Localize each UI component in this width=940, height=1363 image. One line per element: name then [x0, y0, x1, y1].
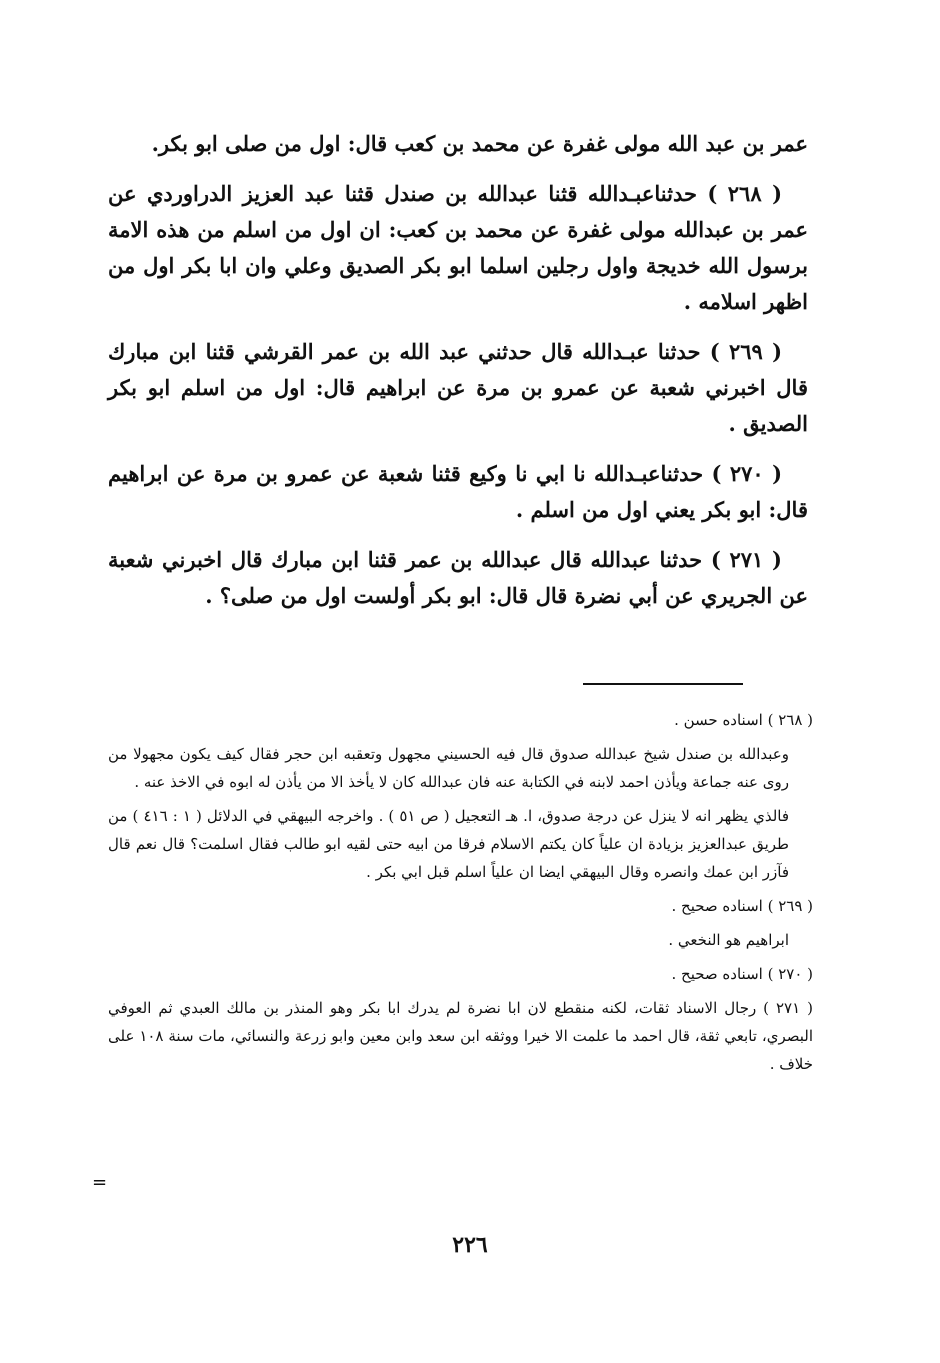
paragraph-268: ( ٢٦٨ ) حدثناعبـدالله قثنا عبدالله بن صندل قثنا عبد العزيز الدراوردي عن عمر بن عبدالله مولى غفرة عن محمد بن كعب: ان اول من اسلم من هذه الامة برسول الله خديجة واول رجلين اسلما ابو بكر الصديق وعلي وان ابا بكر اول من اظهر اسلامه . [108, 181, 808, 314]
page-number: ٢٢٦ [452, 1232, 488, 1258]
footnote-271: ( ٢٧١ ) رجال الاسناد ثقات، لكنه منقطع لان ابا نضرة لم يدرك ابا بكر وهو المنذر بن مالك العبدي ثم العوفي البصري، تابعي ثقة، قال احمد ما علمت الا خيرا ووثقه ابن سعد وابن معين وابو زرعة والنسائي، مات سنة ١٠٨ على خلاف . [108, 999, 813, 1073]
paragraph-intro: عمر بن عبد الله مولى غفرة عن محمد بن كعب قال: اول من صلى ابو بكر. [151, 131, 808, 156]
footnote-divider [583, 683, 743, 685]
footnotes [108, 706, 813, 1084]
footnote-270: ( ٢٧٠ ) اسناده صحيح . [671, 965, 813, 983]
footnote-268: ( ٢٦٨ ) اسناده حسن . [674, 711, 813, 729]
footnote-269-detail: ابراهيم هو النخعي . [668, 931, 789, 949]
footnote-268-detail-1: وعبدالله بن صندل شيخ عبدالله صدوق قال فيه الحسيني مجهول وتعقبه ابن حجر فقال كيف يكون مجهولا من روى عنه جماعة ويأذن احمد لابنه في الكتابة عنه فان عبدالله كان لا يأخذ الا من يأذن له ابوه في الاخذ عنه . [108, 745, 789, 791]
paragraph-270: ( ٢٧٠ ) حدثناعبـدالله نا ابي نا وكيع قثنا شعبة عن عمرو بن مرة عن ابراهيم قال: ابو بكر يعني اول من اسلم . [108, 461, 808, 522]
footnote-269: ( ٢٦٩ ) اسناده صحيح . [671, 897, 813, 915]
paragraph-269: ( ٢٦٩ ) حدثنا عبـدالله قال حدثني عبد الله بن عمر القرشي قثنا ابن مبارك قال اخبرني شعبة عن عمرو بن مرة عن ابراهيم قال: اول من اسلم ابو بكر الصديق . [108, 339, 808, 436]
main-text [108, 126, 808, 628]
footnote-268-detail-2: فالذي يظهر انه لا ينزل عن درجة صدوق، ا. هـ التعجيل ( ص ٥١ ) . واخرجه البيهقي في الدلائل ( ١ : ٤١٦ ) من طريق عبدالعزيز بزيادة ان علياً كان يكتم الاسلام فرقا من ابيه حتى لقيه ابو طالب فقال اسلمت؟ قال نعم قال فآزر ابن عمك وانصره وقال البيهقي ايضا ان علياً اسلم قبل ابي بكر . [108, 807, 790, 881]
continuation-mark: = [92, 1172, 108, 1193]
paragraph-271: ( ٢٧١ ) حدثنا عبدالله قال عبدالله بن عمر قثنا ابن مبارك قال اخبرني شعبة عن الجريري عن أبي نضرة قال قال: ابو بكر أولست اول من صلى؟ . [108, 547, 808, 608]
